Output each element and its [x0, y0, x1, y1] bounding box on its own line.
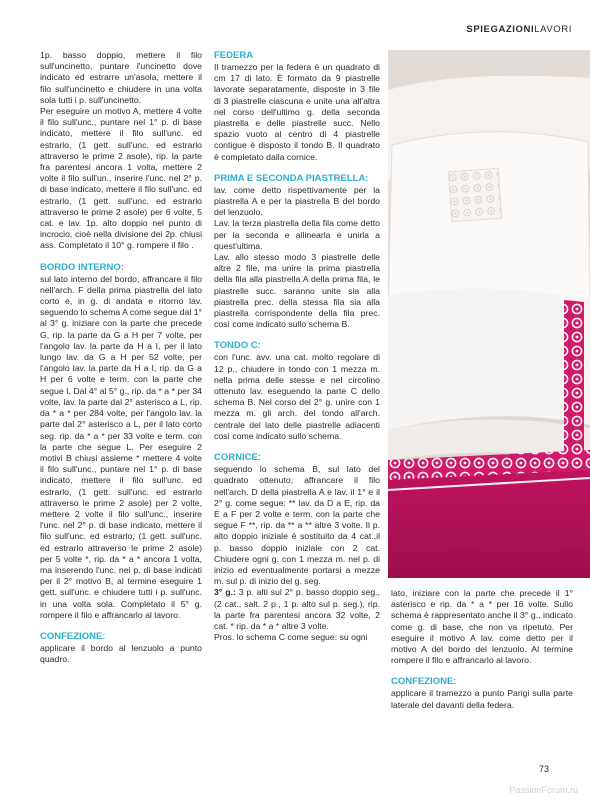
paragraph-bordo-interno: sul lato interno del bordo, affrancare il filo nell'arch. F della prima piastrella del lato corto e, in g. di andata e ritorno lav. seguendo lo schema A come segue dal 1° al 3° g. iniziare con la parte che precede G, rip. la parte da G a H per 7 volte, per l'angolo lav. la parte da H a I, per il lato lungo lav. da G a H per 52 volte, per l'angolo lav. la parte da H a I, rip. da G a H per 6 volte e term. con la parte che segue I. Dal 4° al 5° g., rip. da * a * per 34 volte, lav. la parte dal 2° asterisco a L, rip. da * a * per 284 volte, per l'angolo lav. la parte dal 2° asterisco a L, per il lato corto seg. rip. da * a * per 33 volte e term. con la parte che segue L. Per eseguire 2 motivi B chiusi assieme * mettere 4 volte il filo sull'unc., puntare nel 1° p. di base indicato, mettere il filo sull'unc. ed estrarlo, (1 gett. sull'unc. ed estrarlo attraverso le prime 2 asole) per 2 volte, mettere 2 volte il filo sull'unc., inserire l'unc. nel 2° p. di base indicato, mettere il filo sull'unc. ed estrarlo, (1 gett. sull'unc. ed estrarlo attraverso le prime 2 asole) per 5 volte *, rip. da * a * ancora 1 volta, ma inserendo l'unc. nei p. di base indicati per il 2° motivo B, al termine eseguire 1 gett. sull'unc. e chiudere tutti i p. sull'unc. in una volta sola. Completato il 5° g. rompere il filo e affrancarlo al lavoro. [40, 273, 202, 620]
section-header-rest: LAVORI [534, 24, 572, 35]
heading-cornice: CORNICE: [214, 452, 261, 464]
heading-federa: FEDERA [214, 50, 254, 61]
page-number: 73 [539, 764, 550, 774]
paragraph-lato: lato, iniziare con la parte che precede il 1° asterisco e rip. da * a * per 16 volte. Sullo schema è rappresentato anche il 3° g., indicato come g. di base, che non va ripetuto. Per eseguire il motivo A lav. come detto per il motivo A del bordo del lenzuolo. Al termine rompere il filo e affrancarlo al lavoro. [391, 588, 573, 666]
heading-prima-seconda: PRIMA E SECONDA PIASTRELLA: [214, 172, 369, 184]
paragraph-tondo-c: con l'unc. avv. una cat. molto regolare di 12 p., chiudere in tondo con 1 mezza m. nella prima delle stesse e nel circolino ottenuto lav. eseguendo la parte C dello schema B. Nel corso del 2° g. unire con 1 mezza m. gli arch. del tondo all'arch. centrale del lato delle piastrelle adiacenti così come indicato sullo schema. [214, 352, 380, 441]
paragraph-terza: Lav. la terza piastrella della fila come detto per la seconda e allinearla e unirla a quest'ultima. [214, 218, 380, 251]
paragraph-cornice: seguendo lo schema B, sul lato del quadrato ottenuto, affrancare il filo nell'arch. D della piastrella A e lav. il 1° e il 2° g. come segue: ** lav. da D a E, rip. da E a F per 2 volte e term. con la parte che segue F **, rip. da ** a ** altre 3 volte. Il p. alto doppio iniziale è sostituito da 4 cat.,il p. basso doppio iniziale con 2 cat. Chiudere ogni g. con 1 mezza m. nel p. di inizio ed eventualmente portarsi a mezze m. sul p. di inizio del g. seg. [214, 464, 380, 587]
heading-tondo-c: TONDO C: [214, 340, 261, 352]
watermark: PassionForum.ru [509, 785, 578, 795]
heading-bordo-interno: BORDO INTERNO: [40, 261, 124, 273]
label-3g: 3° g.: [214, 587, 236, 598]
text-3g: 3 p. alti sul 2° p. basso doppio seg., (2 cat., salt. 2 p., 1 p. alto sul p. seg.), rip. la parte fra parentesi ancora 32 volte, 2 cat. * rip. da * a * altre 3 volte. [214, 587, 380, 631]
paragraph-confezione-federa: applicare il tramezzo a punto Parigi sulla parte laterale del davanti della federa. [391, 688, 573, 710]
heading-confezione: CONFEZIONE: [40, 630, 106, 642]
section-header-bold: SPIEGAZIONI [466, 24, 535, 35]
text-column-2 [214, 50, 380, 643]
paragraph-motivo-a: Per eseguire un motivo A, mettere 4 volte il filo sull'unc., puntare nel 1° p. di base indicato, mettere il filo sull'unc. ed estrarlo, (1 gett. sull'unc. ed estrarlo attraverso le prime 2 asole), rip. la parte fra parentesi ancora 1 volta, mettere 2 volte il filo sull'un., inserire l'unc. nel 2° p. di base indicato, mettere il filo sull'unc. ed estrarlo, (1 gett. sull'unc. ed estrarlo attraverso le prime 2 asole) per 6 volte, 5 cat. e lav. 1p. alto doppio nel punto di incrocio, cioè nella divisione dei 2p. chiusi ass. Completato il 10° g. rompere il filo . [40, 106, 202, 251]
bedding-illustration [388, 50, 590, 578]
paragraph-allo-stesso: Lav. allo stesso modo 3 piastrelle delle altre 2 file, ma unire la prima piastrella della fila alla piastrella A della prima fila, le piastrelle succ. saranno unite sia alla piastrella prec. della stessa fila sia alla piastrella corrispondente della fila prec. così come indicato sullo schema B. [214, 252, 380, 330]
paragraph-confezione: applicare il bordo al lenzuolo a punto quadro. [40, 642, 202, 665]
text-column-3 [391, 588, 573, 711]
bedding-photo [388, 50, 590, 578]
heading-confezione-federa: CONFEZIONE: [391, 676, 457, 688]
section-header [466, 24, 572, 35]
paragraph-federa: Il tramezzo per la federa è un quadrato di cm 17 di lato. È formato da 9 piastrelle lavorate separatamente, disposte in 3 file di 3 piastrelle ciascuna e unite una all'altra nel corso dell'ultimo g. della seconda piastrella e delle piastrelle succ. Nello spazio vuoto al centro di 4 piastrelle contigue è disposto il tondo B. Il quadrato è completato dalla cornice. [214, 62, 380, 162]
paragraph-pros: Pros. lo schema C come segue: su ogni [214, 632, 368, 643]
paragraph-prima-seconda: lav. come detto rispettivamente per la piastrella A e per la piastrella B del bordo del lenzuolo. [214, 184, 380, 218]
paragraph-3g [214, 587, 380, 632]
paragraph-intro: 1p. basso doppio, mettere il filo sull'uncinetto, puntare l'uncinetto dove indicato ed estrarre un'asola, mettere il filo sull'uncinetto e chiudere in una volta sola tutti i p. sull'uncinetto. [40, 50, 202, 105]
text-column-1 [40, 50, 202, 665]
